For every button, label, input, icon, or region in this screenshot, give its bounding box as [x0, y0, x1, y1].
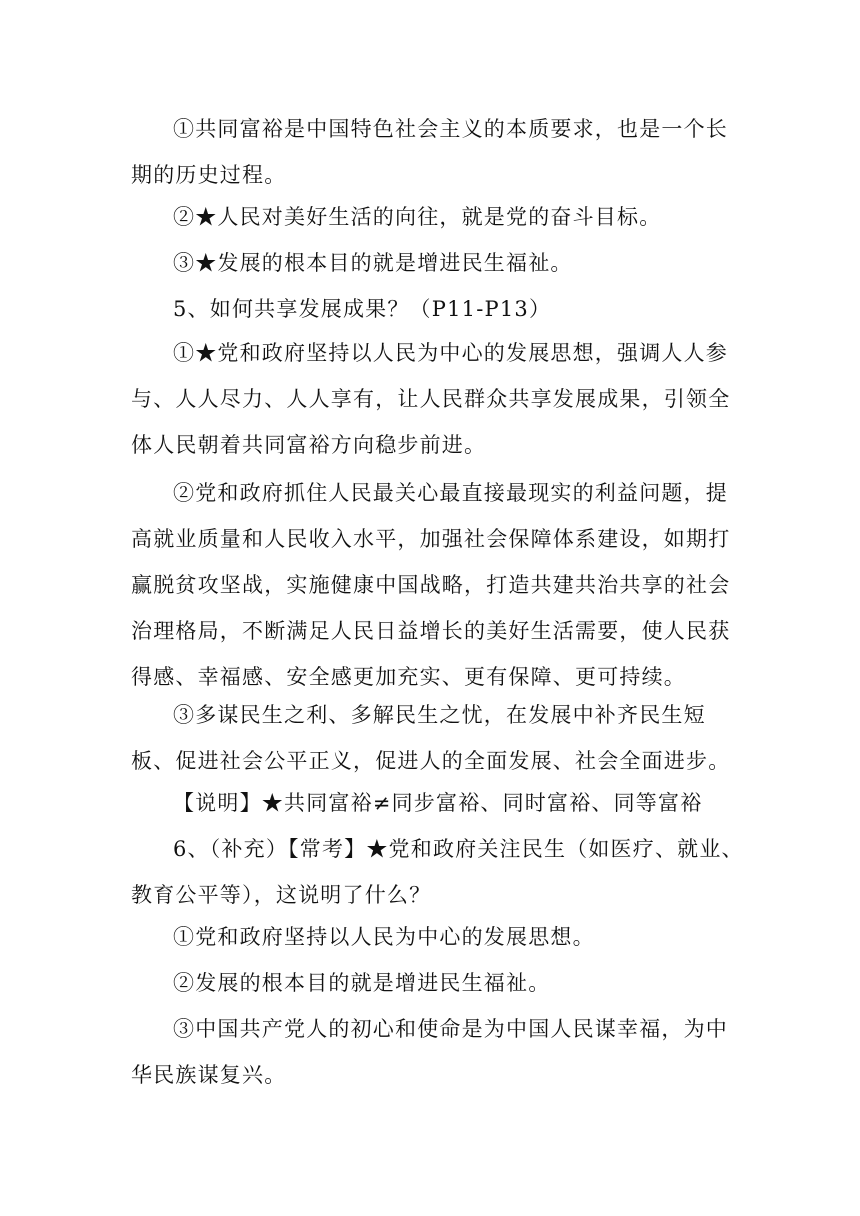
answer-6-point-3: ③中国共产党人的初心和使命是为中国人民谋幸福，为中华民族谋复兴。 [131, 1017, 728, 1087]
answer-5-point-2: ②党和政府抓住人民最关心最直接最现实的利益问题，提高就业质量和人民收入水平，加强社会保障体系建设，如期打赢脱贫攻坚战，实施健康中国战略，打造共建共治共享的社会治理格局，不断满足人民日益增长的美好生活需要，使人民获得感、幸福感、安全感更加充实、更有保障、更可持续。 [131, 481, 731, 689]
note-paragraph: 【说明】★共同富裕≠同步富裕、同时富裕、同等富裕 [173, 791, 703, 815]
question-heading-5: 5、如何共享发展成果？（P11-P13） [173, 297, 552, 321]
paragraph-common-prosperity: ①共同富裕是中国特色社会主义的本质要求，也是一个长期的历史过程。 [131, 117, 728, 187]
question-heading-6: 6、（补充）【常考】★党和政府关注民生（如医疗、就业、教育公平等），这说明了什么？ [131, 837, 744, 907]
paragraph-development-purpose: ③★发展的根本目的就是增进民生福祉。 [173, 251, 573, 275]
answer-5-point-3: ③多谋民生之利、多解民生之忧，在发展中补齐民生短板、促进社会公平正义，促进人的全面发展、社会全面进步。 [131, 703, 731, 773]
answer-6-point-2: ②发展的根本目的就是增进民生福祉。 [173, 971, 551, 995]
answer-5-point-1: ①★党和政府坚持以人民为中心的发展思想，强调人人参与、人人尽力、人人享有，让人民群众共享发展成果，引领全体人民朝着共同富裕方向稳步前进。 [131, 341, 731, 457]
paragraph-peoples-aspiration: ②★人民对美好生活的向往，就是党的奋斗目标。 [173, 205, 662, 229]
answer-6-point-1: ①党和政府坚持以人民为中心的发展思想。 [173, 925, 595, 949]
